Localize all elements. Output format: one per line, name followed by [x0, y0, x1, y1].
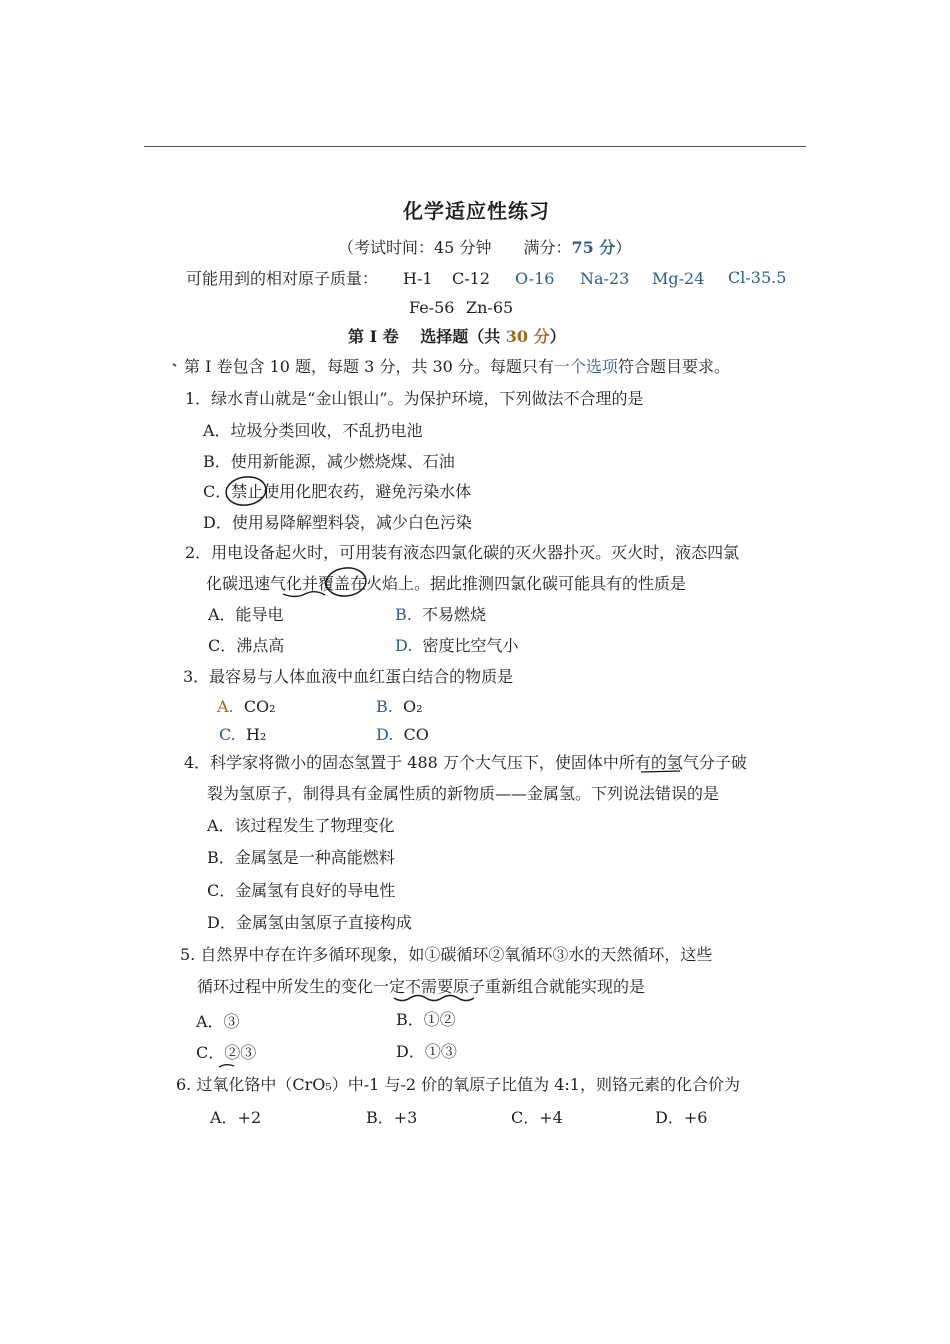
- q5-option-a: A．③: [196, 1012, 240, 1031]
- q4-stem-2: 裂为氢原子，制得具有金属性质的新物质——金属氢。下列说法错误的是: [207, 784, 720, 803]
- mass-o: O-16: [515, 269, 555, 288]
- q5-stem-1: 5. 自然界中存在许多循环现象，如①碳循环②氧循环③水的天然循环，这些: [180, 945, 713, 964]
- q5-option-b: B．①②: [396, 1010, 456, 1029]
- q3-option-a-letter: A.: [217, 697, 234, 716]
- exam-info: [338, 238, 631, 258]
- q3-option-d-letter: D.: [376, 725, 394, 744]
- q3-option-c: [219, 725, 266, 745]
- q2-option-d: [395, 636, 519, 656]
- instruction-b: 一个选项: [553, 357, 618, 376]
- q3-option-a: [217, 697, 276, 717]
- q6-option-c: C．+4: [511, 1108, 563, 1127]
- exam-info-text: （考试时间：45 分钟 满分：: [338, 238, 572, 257]
- q6-stem: 6. 过氧化铬中（CrO₅）中-1 与-2 价的氧原子比值为 4:1，则铬元素的化合价为: [176, 1075, 740, 1094]
- header-rule: [144, 146, 806, 147]
- section-title-b: ）: [549, 327, 566, 346]
- section-score: 30 分: [505, 327, 550, 346]
- q2-option-b-text: 不易燃烧: [422, 605, 487, 624]
- mass-zn: Zn-65: [466, 298, 514, 317]
- mass-cl: Cl-35.5: [728, 268, 787, 287]
- q3-stem: 3．最容易与人体血液中血红蛋白结合的物质是: [183, 667, 514, 686]
- q3-option-b-text: O₂: [403, 697, 423, 716]
- stray-dot-mark: [173, 364, 176, 366]
- instruction-a: 第 I 卷包含 10 题，每题 3 分，共 30 分。每题只有: [184, 357, 554, 376]
- section-title-a: 第 I 卷 选择题（共: [348, 327, 506, 346]
- q2-option-c: C．沸点高: [208, 636, 285, 655]
- q2-option-a: A．能导电: [208, 605, 284, 624]
- q3-option-b-letter: B.: [376, 697, 393, 716]
- q6-option-a: A．+2: [210, 1108, 262, 1127]
- exam-info-end: ）: [615, 238, 632, 257]
- q4-option-d: D．金属氢由氢原子直接构成: [207, 913, 412, 932]
- q5-option-c: C．②③: [196, 1043, 257, 1062]
- tick-mark-q5-c: [219, 1065, 234, 1067]
- section-title: [348, 327, 566, 347]
- q2-stem-1: 2．用电设备起火时，可用装有液态四氯化碳的灭火器扑灭。灭火时，液态四氯: [185, 543, 740, 562]
- q6-option-b: B．+3: [366, 1108, 418, 1127]
- q4-stem-1: 4．科学家将微小的固态氢置于 488 万个大气压下，使固体中所有的氢气分子破: [184, 753, 747, 772]
- q2-option-b: [395, 605, 486, 625]
- full-score: 75 分: [571, 238, 616, 257]
- q1-option-d: D．使用易降解塑料袋，减少白色污染: [203, 513, 472, 532]
- q1-stem: 1．绿水青山就是“金山银山”。为保护环境，下列做法不合理的是: [185, 389, 644, 408]
- q6-option-d: D．+6: [655, 1108, 708, 1127]
- page-title: 化学适应性练习: [403, 199, 550, 223]
- q3-option-d-text: CO: [403, 725, 429, 744]
- q4-option-c: C．金属氢有良好的导电性: [207, 881, 396, 900]
- q3-option-a-text: CO₂: [243, 697, 276, 716]
- q3-option-c-letter: C.: [219, 725, 236, 744]
- q1-option-b: B．使用新能源，减少燃烧煤、石油: [203, 452, 455, 471]
- q4-option-b: B．金属氢是一种高能燃料: [207, 848, 395, 867]
- section-instruction: [184, 357, 730, 377]
- mass-h: H-1: [403, 269, 433, 288]
- mass-fe: Fe-56: [409, 298, 455, 317]
- q4-option-a: A．该过程发生了物理变化: [207, 816, 395, 835]
- q2-option-b-letter: B.: [395, 605, 412, 624]
- q2-stem-2: 化碳迅速气化并覆盖在火焰上。据此推测四氯化碳可能具有的性质是: [206, 574, 687, 593]
- q1-option-a: A．垃圾分类回收，不乱扔电池: [203, 421, 423, 440]
- atomic-mass-label: 可能用到的相对原子质量：: [186, 269, 379, 288]
- q1-option-c: C．禁止使用化肥农药，避免污染水体: [203, 482, 472, 501]
- q3-option-c-text: H₂: [245, 725, 267, 744]
- mass-mg: Mg-24: [652, 269, 705, 288]
- q5-stem-2: 循环过程中所发生的变化一定不需要原子重新组合就能实现的是: [197, 977, 646, 996]
- q3-option-d: [376, 725, 429, 745]
- mass-c: C-12: [452, 269, 491, 288]
- instruction-c: 符合题目要求。: [617, 357, 730, 376]
- mass-na: Na-23: [580, 269, 630, 288]
- q2-option-d-text: 密度比空气小: [422, 636, 519, 655]
- q5-option-d: D．①③: [396, 1042, 457, 1061]
- q3-option-b: [376, 697, 423, 717]
- q2-option-d-letter: D.: [395, 636, 413, 655]
